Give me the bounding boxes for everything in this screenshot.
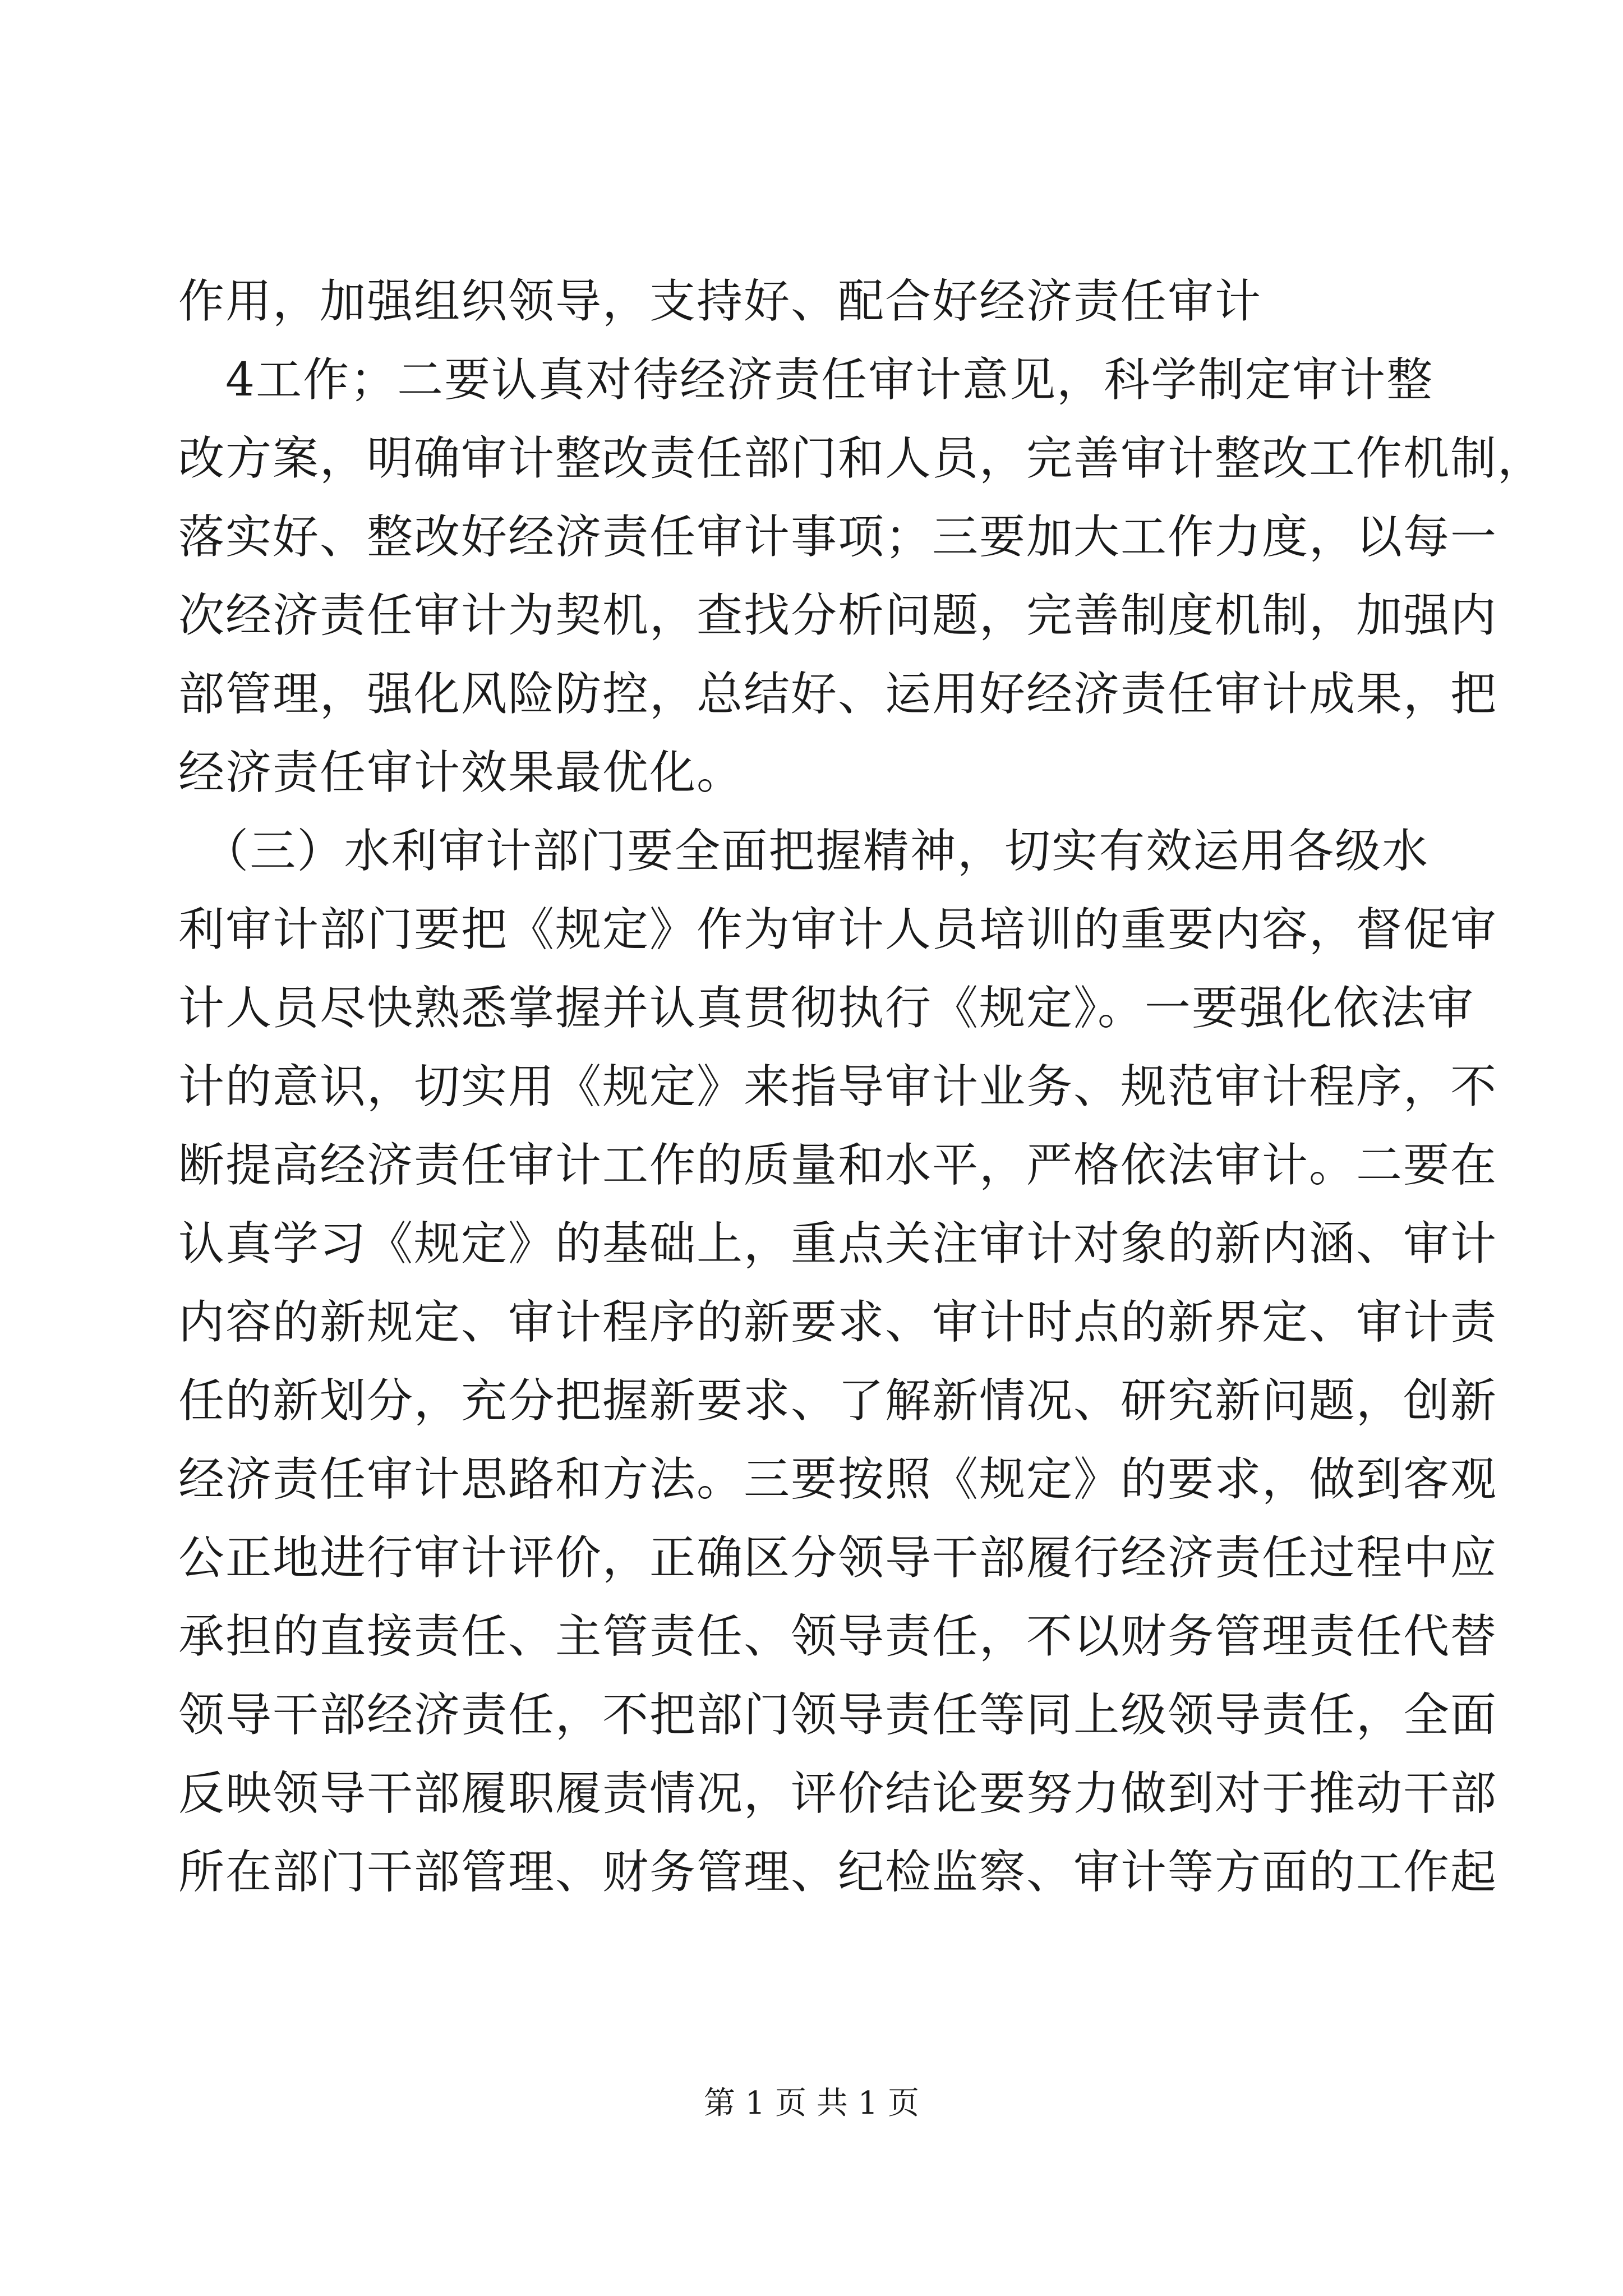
text-line: 认真学习《规定》的基础上，重点关注审计对象的新内涵、审计 xyxy=(178,1217,1498,1271)
text-line: 作用，加强组织领导，支持好、配合好经济责任审计 xyxy=(178,275,1262,328)
text-line: 改方案，明确审计整改责任部门和人员，完善审计整改工作机制， xyxy=(178,432,1545,485)
text-line: 4工作；二要认真对待经济责任审计意见，科学制定审计整 xyxy=(178,353,1434,407)
text-line: （三）水利审计部门要全面把握精神，切实有效运用各级水 xyxy=(178,825,1429,878)
text-line: 公正地进行审计评价，正确区分领导干部履行经济责任过程中应 xyxy=(178,1531,1498,1585)
text-line: 内容的新规定、审计程序的新要求、审计时点的新界定、审计责 xyxy=(178,1296,1498,1349)
text-line: 承担的直接责任、主管责任、领导责任，不以财务管理责任代替 xyxy=(178,1610,1498,1663)
body-text xyxy=(178,263,1545,1912)
text-line: 计的意识，切实用《规定》来指导审计业务、规范审计程序，不 xyxy=(178,1060,1498,1114)
page-footer: 第 1 页 共 1 页 xyxy=(703,2085,920,2122)
text-line: 次经济责任审计为契机，查找分析问题，完善制度机制，加强内 xyxy=(178,589,1498,642)
text-line: 领导干部经济责任，不把部门领导责任等同上级领导责任，全面 xyxy=(178,1688,1498,1742)
text-line: 断提高经济责任审计工作的质量和水平，严格依法审计。二要在 xyxy=(178,1139,1498,1192)
text-line: 计人员尽快熟悉掌握并认真贯彻执行《规定》。一要强化依法审 xyxy=(178,982,1475,1035)
text-line: 反映领导干部履职履责情况，评价结论要努力做到对于推动干部 xyxy=(178,1767,1498,1820)
text-line: 经济责任审计思路和方法。三要按照《规定》的要求，做到客观 xyxy=(178,1453,1498,1506)
text-line: 部管理，强化风险防控，总结好、运用好经济责任审计成果，把 xyxy=(178,668,1498,721)
text-line: 经济责任审计效果最优化。 xyxy=(178,746,744,799)
text-line: 利审计部门要把《规定》作为审计人员培训的重要内容，督促审 xyxy=(178,903,1498,956)
text-line: 任的新划分，充分把握新要求、了解新情况、研究新问题，创新 xyxy=(178,1374,1498,1428)
text-line: 落实好、整改好经济责任审计事项；三要加大工作力度，以每一 xyxy=(178,510,1498,564)
text-line: 所在部门干部管理、财务管理、纪检监察、审计等方面的工作起 xyxy=(178,1846,1498,1899)
